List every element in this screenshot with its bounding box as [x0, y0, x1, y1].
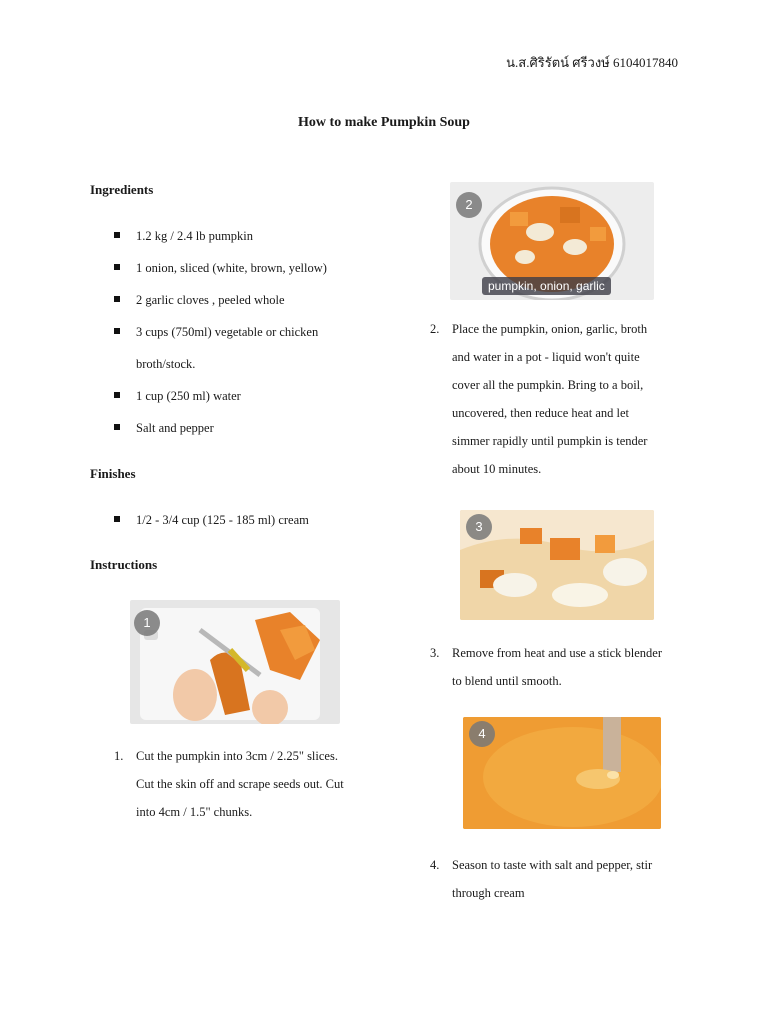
step-number: 3.	[430, 646, 440, 660]
step-3-text: 3. Remove from heat and use a stick blender to blend until smooth.	[430, 639, 720, 695]
bullet-icon	[114, 424, 120, 430]
author-line: น.ส.ศิริรัตน์ ศรีวงษ์ 6104017840	[506, 55, 678, 70]
step-2-caption: pumpkin, onion, garlic	[482, 277, 611, 295]
step-1-text: 1. Cut the pumpkin into 3cm / 2.25" slices. Cut the skin off and scrape seeds out. Cut into 4cm / 1.5" chunks.	[114, 742, 414, 826]
step-4-photo	[463, 717, 661, 829]
ingredient-item: Salt and pepper	[90, 412, 410, 444]
ingredient-item: 3 cups (750ml) vegetable or chicken	[90, 316, 410, 348]
finishes-heading: Finishes	[90, 466, 136, 481]
finishes-list	[90, 504, 410, 536]
step-4-text: 4. Season to taste with salt and pepper, stir through cream	[430, 851, 720, 907]
step-4-badge: 4	[469, 721, 495, 747]
ingredient-item: 1 onion, sliced (white, brown, yellow)	[90, 252, 410, 284]
ingredient-item: 2 garlic cloves , peeled whole	[90, 284, 410, 316]
instructions-heading: Instructions	[90, 557, 158, 572]
step-number: 4.	[430, 858, 440, 872]
step-2-badge: 2	[456, 192, 482, 218]
ingredient-item: 1 cup (250 ml) water	[90, 380, 410, 412]
bullet-icon	[114, 296, 120, 302]
step-3	[430, 639, 720, 695]
step-1	[114, 742, 414, 826]
step-2-photo	[450, 182, 654, 300]
ingredients-list	[90, 220, 410, 444]
bullet-icon	[114, 264, 120, 270]
step-1-badge: 1	[134, 610, 160, 636]
bullet-icon	[114, 516, 120, 522]
step-2-text: 2. Place the pumpkin, onion, garlic, broth and water in a pot - liquid won't quite cover all the pumpkin. Bring to a boil, uncovered, then reduce heat and let simmer rapidly until pumpkin is tender about 10 minutes.	[430, 315, 720, 483]
step-3-badge: 3	[466, 514, 492, 540]
finish-item: 1/2 - 3/4 cup (125 - 185 ml) cream	[90, 504, 410, 536]
step-number: 2.	[430, 322, 440, 336]
bullet-icon	[114, 392, 120, 398]
pumpkin-cutting-illustration	[130, 600, 340, 724]
ingredient-item: 1.2 kg / 2.4 lb pumpkin	[90, 220, 410, 252]
step-4	[430, 851, 720, 907]
step-number: 1.	[114, 749, 124, 763]
ingredients-heading: Ingredients	[90, 182, 154, 197]
bullet-icon	[114, 328, 120, 334]
bullet-icon	[114, 232, 120, 238]
page-title: How to make Pumpkin Soup	[298, 115, 470, 130]
step-2	[430, 315, 720, 483]
ingredient-item-continued: broth/stock.	[136, 357, 196, 371]
step-1-photo	[130, 600, 340, 724]
step-3-photo	[460, 510, 654, 620]
